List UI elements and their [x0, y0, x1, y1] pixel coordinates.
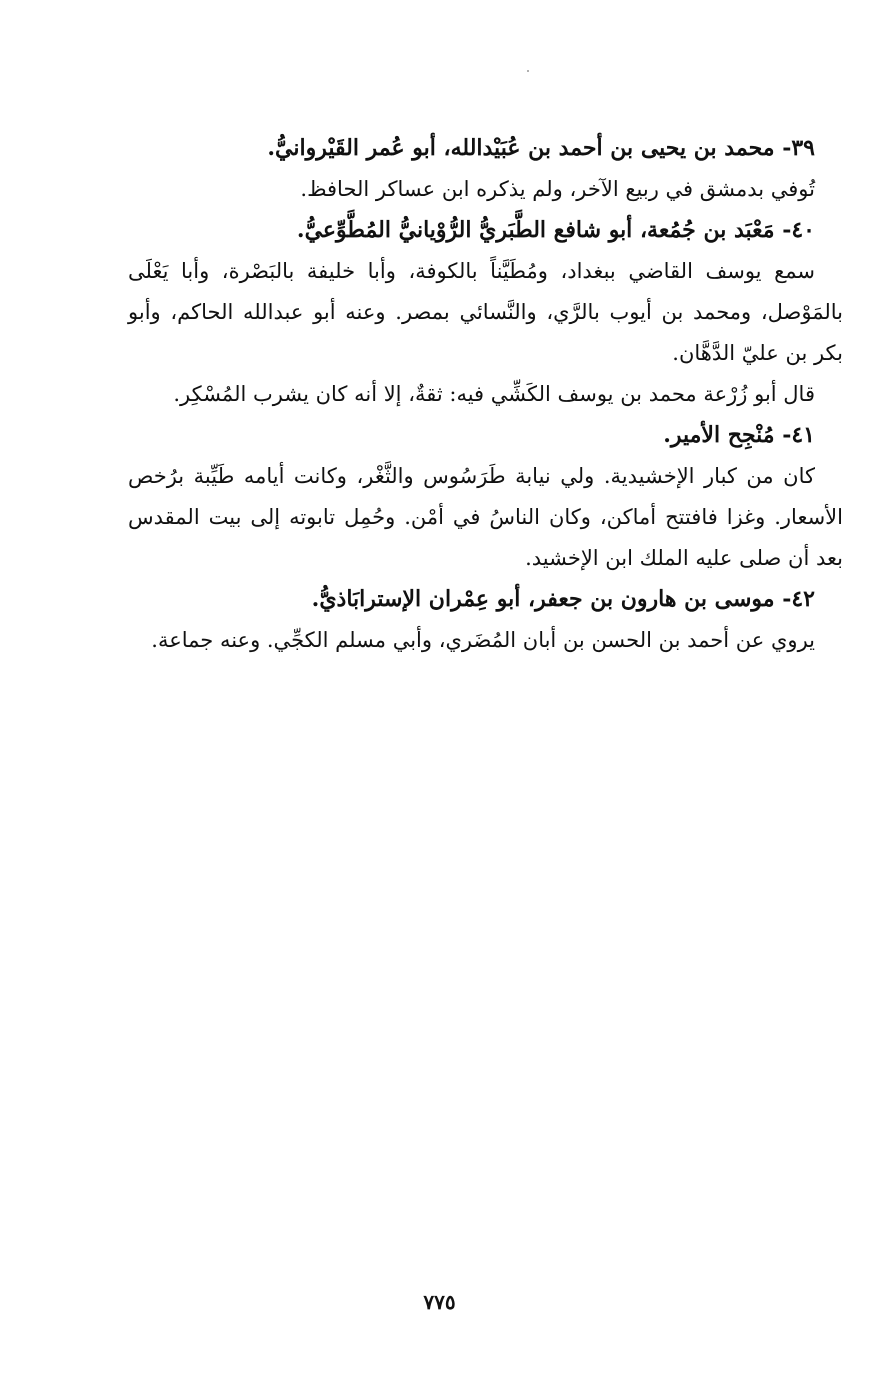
entry-paragraph: تُوفي بدمشق في ربيع الآخر، ولم يذكره ابن عساكر الحافظ.: [300, 177, 815, 201]
entry-paragraph: سمع يوسف القاضي ببغداد، ومُطَيَّناً بالكوفة، وأبا خليفة بالبَصْرة، وأبا يَعْلَى بالمَوْصل، ومحمد بن أيوب بالرَّي، والنَّسائي بمصر. وعنه أبو عبدالله الحاكم، وأبو بكر بن عليّ الدَّهَّان.: [128, 259, 843, 365]
entry-heading: ٤٢- موسى بن هارون بن جعفر، أبو عِمْران الإسترابَاذيُّ.: [311, 586, 815, 612]
entry-40: [128, 210, 843, 415]
page-body: [128, 128, 843, 661]
entry-41: [128, 415, 843, 579]
entry-heading: ٣٩- محمد بن يحيى بن أحمد بن عُبَيْدالله، أبو عُمر القَيْروانيُّ.: [267, 135, 815, 161]
entry-39: [128, 128, 843, 210]
entry-heading: ٤٠- مَعْبَد بن جُمُعة، أبو شافع الطَّبَريُّ الرُّوْيانيُّ المُطَّوِّعيُّ.: [296, 217, 815, 243]
entry-42: [128, 579, 843, 661]
entry-paragraph: كان من كبار الإخشيدية. ولي نيابة طَرَسُوس والثَّغْر، وكانت أيامه طَيِّبة برُخص الأسعار. وغزا فافتتح أماكن، وكان الناسُ في أمْن. وحُمِل تابوته إلى بيت المقدس بعد أن صلى عليه الملك ابن الإخشيد.: [128, 464, 843, 570]
page-number: ٧٧٥: [423, 1290, 456, 1314]
scan-speck: [527, 70, 529, 72]
entry-paragraph: قال أبو زُرْعة محمد بن يوسف الكَشِّي فيه: ثقةٌ، إلا أنه كان يشرب المُسْكِر.: [173, 382, 815, 406]
entry-heading: ٤١- مُنْجِح الأمير.: [663, 422, 815, 448]
entry-paragraph: يروي عن أحمد بن الحسن بن أبان المُضَري، وأبي مسلم الكجِّي. وعنه جماعة.: [151, 628, 815, 652]
